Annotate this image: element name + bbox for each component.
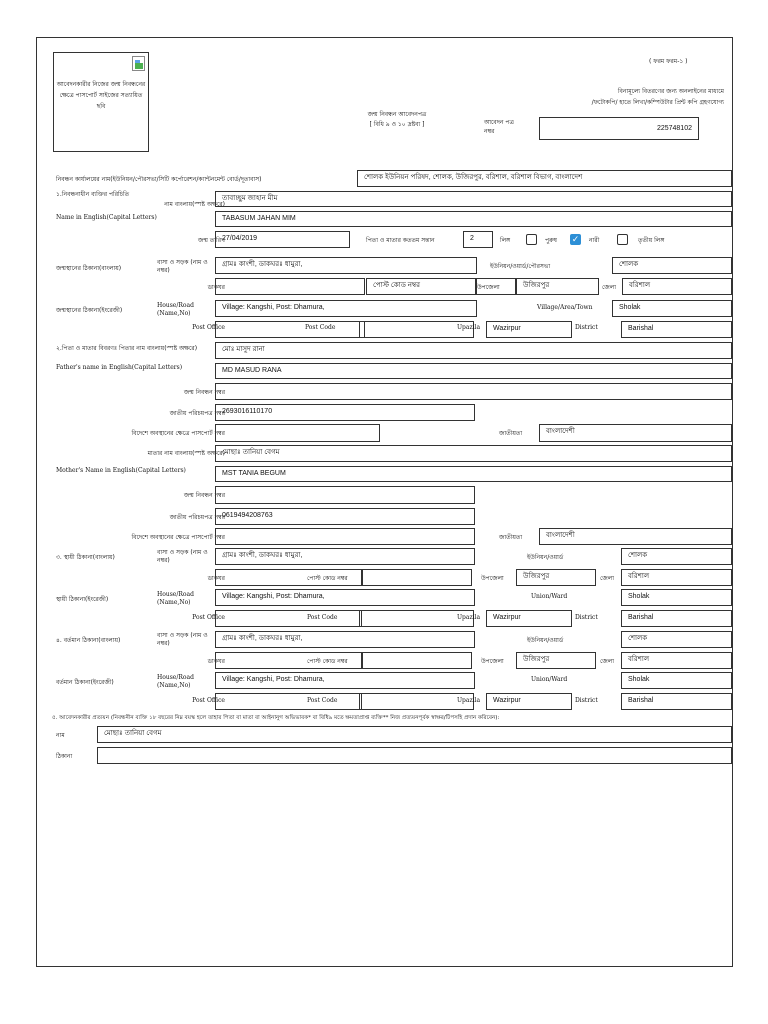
post-office-en-label: Post Office bbox=[192, 324, 225, 331]
district-en-label: District bbox=[575, 614, 598, 621]
village-en-label: Village/Area/Town bbox=[537, 304, 593, 311]
house-bn-label: বাসা ও সড়ক (নাম ও নম্বর) bbox=[157, 632, 208, 647]
post-office-en-label: Post Office bbox=[192, 614, 225, 621]
child-order-field[interactable]: 2 bbox=[463, 231, 493, 248]
female-label: নারী bbox=[589, 237, 600, 244]
birthplace-bn-union-field[interactable]: শোলক bbox=[612, 257, 732, 274]
union-bn-label: ইউনিয়ন/ওয়ার্ড/পৌরসভা bbox=[490, 263, 551, 270]
permanent-bn-house-field[interactable]: গ্রামঃ কাংশী, ডাকঘরঃ ধামুরা, bbox=[215, 548, 475, 565]
permanent-bn-upazila-field[interactable]: উজিরপুর bbox=[516, 569, 596, 586]
father-bn-field[interactable]: মোঃ মাসুদ রানা bbox=[215, 342, 732, 359]
declarant-name-label: নাম bbox=[56, 732, 65, 739]
house-bn-label: বাসা ও সড়ক (নাম ও নম্বর) bbox=[157, 259, 208, 274]
permanent-en-upazila-field[interactable]: Wazirpur bbox=[486, 610, 572, 627]
father-brn-field[interactable] bbox=[215, 383, 732, 400]
section-5-declaration: ৫. আবেদনকারীর প্রত্যয়ন (নিবন্ধনীন ব্যক্তি ১৮ বছরের নিম্ন বয়স্ক হলে তাহার পিতা বা মাতা বা আইনানুগ অভিভাবক* বা বিধি৯ মতে ক্ষমতাপ্রাপ্ত ব্যক্তি** নিজ প্রত্যয়নপূর্বক স্বাক্ষর/টিপসহি প্রদান করিবেন): bbox=[52, 715, 500, 721]
form-rule: [ বিধি ৯ ও ১০ দ্রষ্টব্য ] bbox=[369, 121, 425, 128]
mother-brn-label: জন্ম নিবন্ধন নম্বর bbox=[183, 492, 225, 499]
mother-nationality-label: জাতীয়তা bbox=[499, 534, 523, 541]
permanent-bn-label: ৩. স্থায়ী ঠিকানা(বাংলায়) bbox=[56, 554, 115, 561]
mother-en-label: Mother's Name in English(Capital Letters) bbox=[56, 467, 186, 474]
photo-label: আবেদনকারীর নিজের জন্ম নিবন্ধনের ক্ষেত্রে পাসপোর্ট সাইজের সত্যায়িত ছবি bbox=[56, 81, 146, 110]
union-en-label: Union/Ward bbox=[531, 676, 568, 683]
name-bn-field[interactable]: তাবাচ্ছুম জাহান মীম bbox=[215, 191, 732, 207]
upazila-en-label: Upazila bbox=[457, 614, 481, 621]
birthplace-en-postoffice-field[interactable] bbox=[215, 321, 365, 338]
birthplace-en-upazila-field[interactable]: Wazirpur bbox=[486, 321, 572, 338]
permanent-en-union-field[interactable]: Sholak bbox=[621, 589, 732, 606]
mother-nid-label: জাতীয় পরিচয়পত্র নম্বর bbox=[169, 514, 225, 521]
broken-image-icon bbox=[132, 56, 146, 72]
birthplace-bn-label: জন্মস্থানের ঠিকানা(বাংলায়) bbox=[56, 265, 122, 272]
permanent-en-district-field[interactable]: Barishal bbox=[621, 610, 732, 627]
present-bn-upazila-field[interactable]: উজিরপুর bbox=[516, 652, 596, 669]
post-office-en-label: Post Office bbox=[192, 697, 225, 704]
father-nationality-field[interactable]: বাংলাদেশী bbox=[539, 424, 732, 442]
father-en-field[interactable]: MD MASUD RANA bbox=[215, 363, 732, 379]
male-label: পুরুষ bbox=[545, 237, 557, 244]
birthplace-bn-postcode-cell bbox=[366, 278, 476, 295]
section-1-title: ১.নিবন্ধনাধীন ব্যক্তির পরিচিতি bbox=[56, 191, 130, 198]
union-bn-label: ইউনিয়ন/ওয়ার্ড bbox=[527, 554, 564, 561]
house-bn-label: বাসা ও সড়ক (নাম ও নম্বর) bbox=[157, 549, 208, 564]
house-en-label: House/Road (Name,No) bbox=[157, 591, 194, 606]
mother-en-field[interactable]: MST TANIA BEGUM bbox=[215, 466, 732, 482]
postcode-en-label: Post Code bbox=[307, 614, 338, 621]
upazila-en-label: Upazila bbox=[457, 324, 481, 331]
birthplace-bn-house-field[interactable]: গ্রামঃ কাংশী, ডাকঘরঃ ধামুরা, bbox=[215, 257, 477, 274]
post-office-bn-label: ডাকঘর bbox=[207, 658, 225, 665]
permanent-en-postoffice-field[interactable] bbox=[215, 610, 362, 627]
mother-nid-field[interactable]: 0619494208763 bbox=[215, 508, 475, 525]
district-en-label: District bbox=[575, 324, 598, 331]
father-passport-field[interactable] bbox=[215, 424, 380, 442]
mother-passport-label: বিদেশে অবস্থানের ক্ষেত্রে পাসপোর্ট নম্বর bbox=[131, 534, 225, 541]
district-bn-label: জেলা bbox=[600, 575, 615, 582]
postcode-bn-label: পোস্ট কোড নম্বর bbox=[307, 575, 348, 582]
permanent-bn-district-field[interactable]: বরিশাল bbox=[621, 569, 732, 586]
postcode-bn-label: পোস্ট কোড নম্বর bbox=[307, 658, 348, 665]
office-field[interactable]: শোলক ইউনিয়ন পরিষদ, শোলক, উজিরপুর, বরিশাল, বরিশাল বিভাগ, বাংলাদেশ bbox=[357, 170, 732, 187]
name-bn-label: নাম বাংলায়(স্পষ্ট অক্ষরে) bbox=[164, 201, 225, 208]
name-en-label: Name in English(Capital Letters) bbox=[56, 214, 157, 221]
present-en-label: বর্তমান ঠিকানা(ইংরেজী) bbox=[56, 679, 114, 686]
dob-label: জন্ম তারিখ bbox=[197, 237, 225, 244]
present-en-district-field[interactable]: Barishal bbox=[621, 693, 732, 710]
distribution-note-2: /ফটোকপি/ হাতে লিখা/কম্পিউটার প্রিন্ট কপি গ্রহণযোগ্য bbox=[591, 99, 724, 106]
present-en-postoffice-field[interactable] bbox=[215, 693, 362, 710]
upazila-bn-label: উপজেলা bbox=[481, 575, 504, 582]
mother-bn-label: মাতার নাম বাংলায়(স্পষ্ট অক্ষরে) bbox=[147, 450, 225, 457]
father-nid-field[interactable]: 2693016110170 bbox=[215, 404, 475, 421]
upazila-bn-label: উপজেলা bbox=[477, 284, 500, 291]
post-office-bn-label: ডাকঘর bbox=[207, 284, 225, 291]
birth-registration-form bbox=[36, 37, 733, 967]
present-bn-label: ৪. বর্তমান ঠিকানা(বাংলায়) bbox=[56, 637, 121, 644]
application-number[interactable]: 225748102 bbox=[539, 117, 699, 140]
birthplace-en-house-field[interactable]: Village: Kangshi, Post: Dhamura, bbox=[215, 300, 477, 317]
present-bn-house-field[interactable]: গ্রামঃ কাংশী, ডাকঘরঃ ধামুরা, bbox=[215, 631, 475, 648]
postcode-en-label: Post Code bbox=[305, 324, 336, 331]
postcode-en-label: Post Code bbox=[307, 697, 338, 704]
office-label: নিবন্ধন কার্যালয়ের নাম(ইউনিয়ন/পৌরসভা/সিটি কর্পোরেশন/ক্যান্টনমেন্ট বোর্ড/দূতাবাস) bbox=[56, 176, 262, 183]
union-en-label: Union/Ward bbox=[531, 593, 568, 600]
permanent-en-label: স্থায়ী ঠিকানা(ইংরেজী) bbox=[56, 596, 109, 603]
birthplace-en-label: জন্মস্থানের ঠিকানা(ইংরেজী) bbox=[56, 307, 123, 314]
father-brn-label: জন্ম নিবন্ধন নম্বর bbox=[183, 389, 225, 396]
present-en-union-field[interactable]: Sholak bbox=[621, 672, 732, 689]
birthplace-bn-district-field[interactable]: বরিশাল bbox=[622, 278, 732, 295]
declarant-address-label: ঠিকানা bbox=[56, 753, 73, 760]
child-order-label: পিতা ও মাতার কততম সন্তান bbox=[366, 237, 435, 244]
mother-nationality-field[interactable]: বাংলাদেশী bbox=[539, 528, 732, 545]
father-passport-label: বিদেশে অবস্থানের ক্ষেত্রে পাসপোর্ট নম্বর bbox=[131, 430, 225, 437]
district-en-label: District bbox=[575, 697, 598, 704]
permanent-bn-postcode-field[interactable] bbox=[362, 569, 472, 586]
district-bn-label: জেলা bbox=[600, 658, 615, 665]
birthplace-bn-upazila-field[interactable]: উজিরপুর bbox=[516, 278, 599, 295]
distribution-note-1: বিনামূল্যে বিতরণের জন্য অনলাইনের মাধ্যমে bbox=[617, 88, 724, 95]
gender-label: লিঙ্গ bbox=[500, 237, 511, 244]
mother-brn-field[interactable] bbox=[215, 486, 475, 504]
birthplace-en-district-field[interactable]: Barishal bbox=[621, 321, 732, 338]
present-en-upazila-field[interactable]: Wazirpur bbox=[486, 693, 572, 710]
post-office-bn-label: ডাকঘর bbox=[207, 575, 225, 582]
third-gender-checkbox[interactable] bbox=[617, 234, 628, 245]
upazila-en-label: Upazila bbox=[457, 697, 481, 704]
present-en-house-field[interactable]: Village: Kangshi, Post: Dhamura, bbox=[215, 672, 475, 689]
union-bn-label: ইউনিয়ন/ওয়ার্ড bbox=[527, 637, 564, 644]
present-bn-union-field[interactable]: শোলক bbox=[621, 631, 732, 648]
house-en-label: House/Road (Name,No) bbox=[157, 302, 194, 317]
declarant-name-field[interactable]: মোছাঃ তানিয়া বেগম bbox=[97, 726, 732, 743]
present-bn-postcode-field[interactable] bbox=[362, 652, 472, 669]
birthplace-bn-postoffice-field[interactable] bbox=[215, 278, 365, 295]
declarant-address-field[interactable] bbox=[97, 747, 732, 764]
dob-field[interactable]: 27/04/2019 bbox=[215, 231, 350, 248]
third-gender-label: তৃতীয় লিঙ্গ bbox=[638, 237, 665, 244]
father-nid-label: জাতীয় পরিচয়পত্র নম্বর bbox=[169, 410, 225, 417]
mother-passport-field[interactable] bbox=[215, 528, 475, 545]
permanent-en-house-field[interactable]: Village: Kangshi, Post: Dhamura, bbox=[215, 589, 475, 606]
female-checkbox[interactable]: ✓ bbox=[571, 235, 580, 245]
father-nationality-label: জাতীয়তা bbox=[499, 430, 523, 437]
present-bn-district-field[interactable]: বরিশাল bbox=[621, 652, 732, 669]
section-2-title: ২.পিতা ও মাতার বিবরণঃ পিতার নাম বাংলায়(স্পষ্ট অক্ষরে) bbox=[56, 345, 198, 352]
birthplace-en-union-field[interactable]: Sholak bbox=[612, 300, 732, 317]
upazila-bn-label: উপজেলা bbox=[481, 658, 504, 665]
father-en-label: Father's name in English(Capital Letters) bbox=[56, 364, 183, 371]
application-number-label: আবেদন পত্র নম্বর bbox=[484, 119, 514, 135]
house-en-label: House/Road (Name,No) bbox=[157, 674, 194, 689]
form-number: ( ফরম ফরম-১ ) bbox=[649, 58, 688, 65]
postcode-bn-label: পোস্ট কোড নম্বর bbox=[373, 282, 420, 289]
permanent-bn-union-field[interactable]: শোলক bbox=[621, 548, 732, 565]
district-bn-label: জেলা bbox=[602, 284, 617, 291]
photo-box bbox=[53, 52, 149, 152]
male-checkbox[interactable] bbox=[526, 234, 537, 245]
name-en-field[interactable]: TABASUM JAHAN MIM bbox=[215, 211, 732, 227]
form-title: জন্ম নিবন্ধন আবেদনপত্র bbox=[367, 111, 427, 118]
mother-bn-field[interactable]: মোছাঃ তানিয়া বেগম bbox=[215, 445, 732, 462]
